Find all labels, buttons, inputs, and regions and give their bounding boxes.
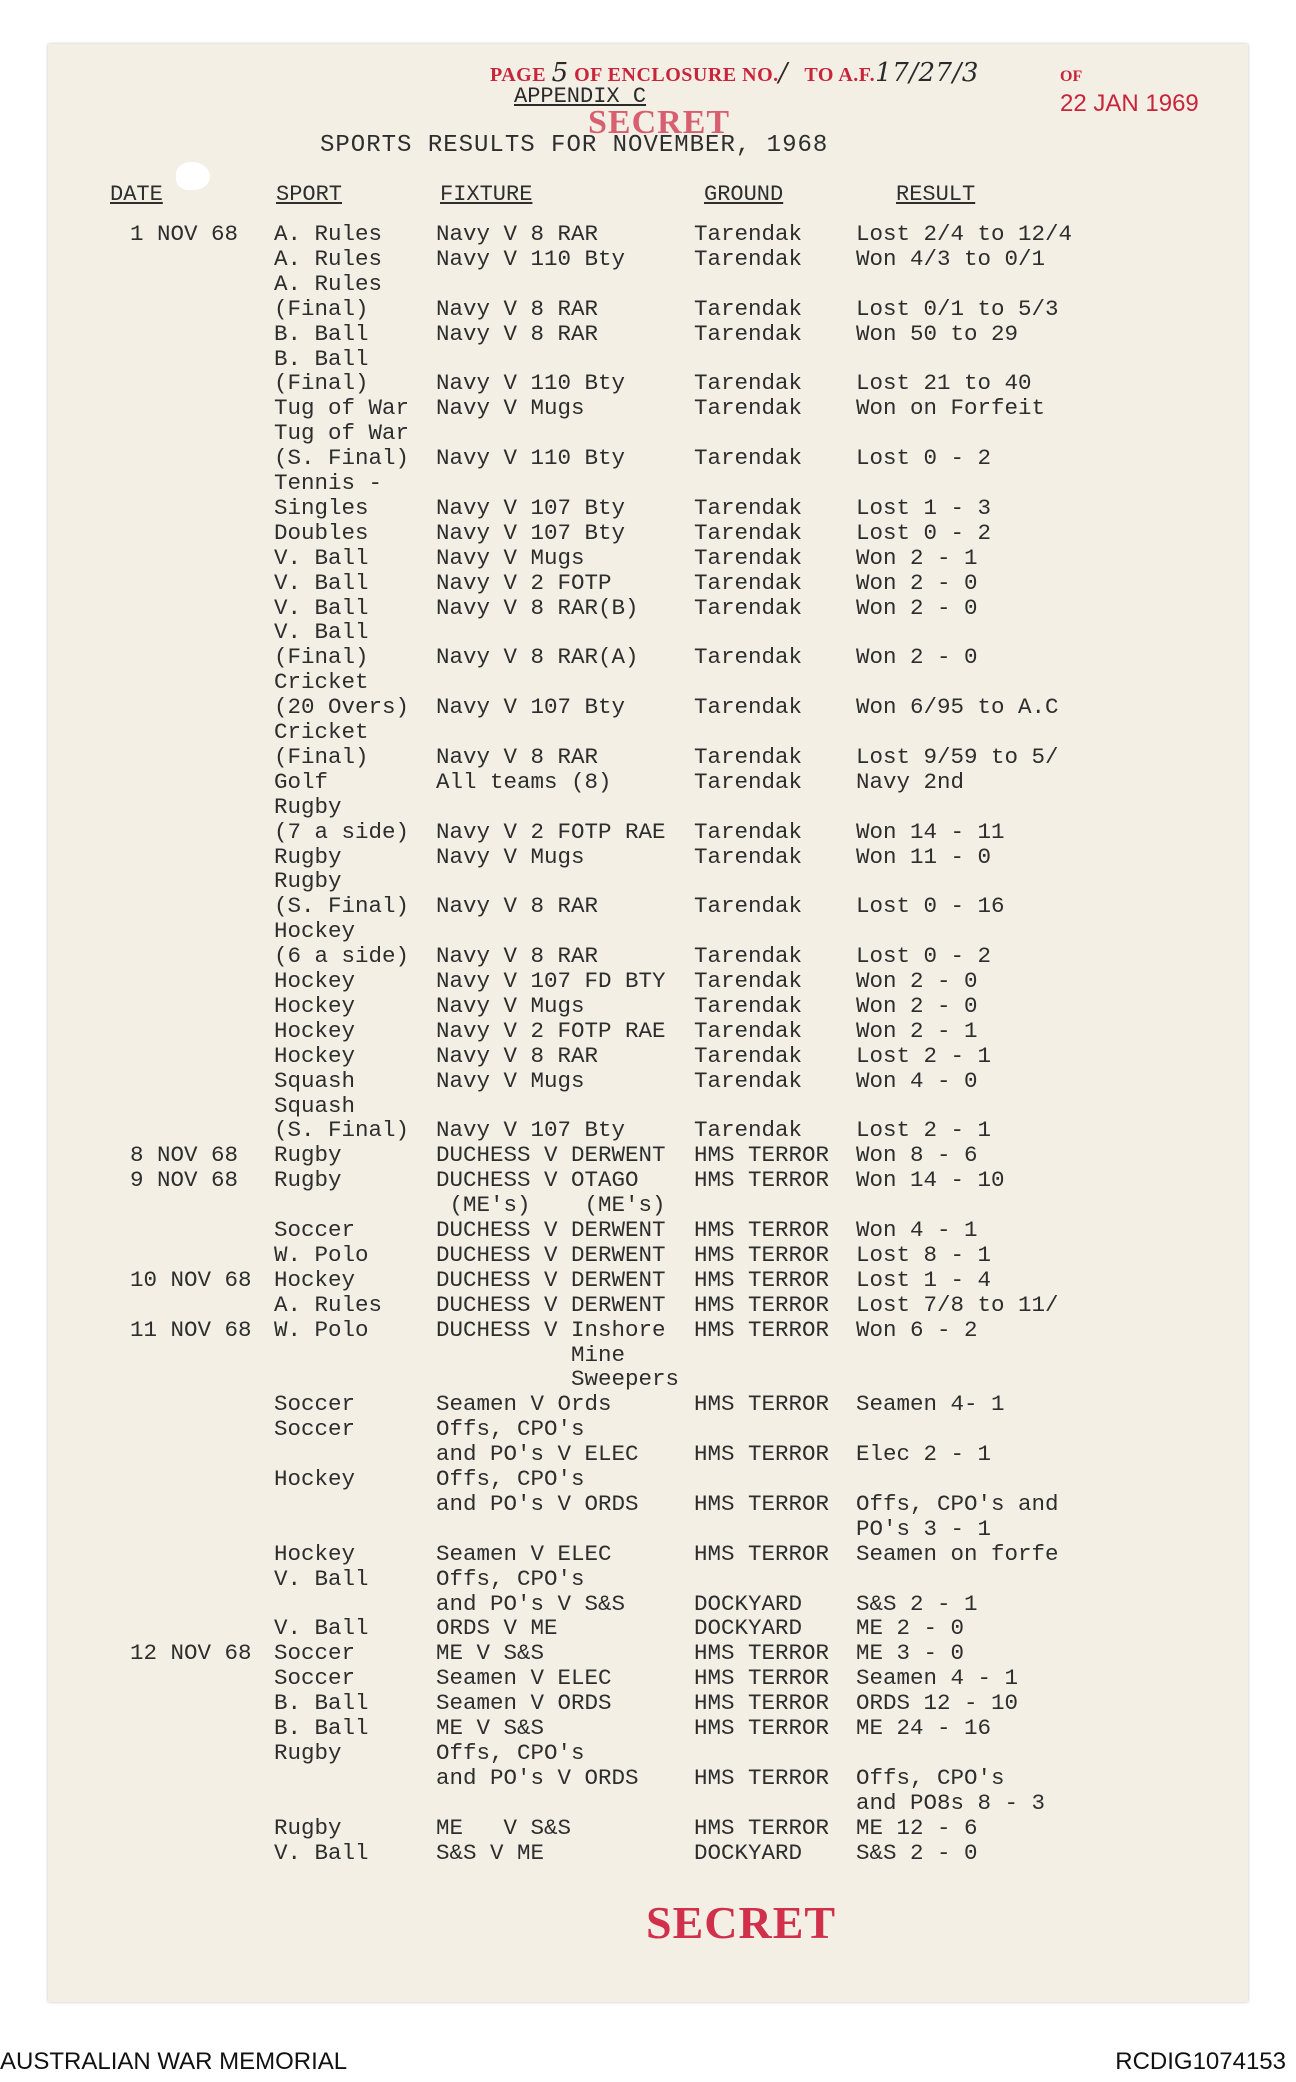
- cell-sport: Cricket: [274, 669, 369, 696]
- cell-fixture: Navy V 8 RAR: [436, 320, 599, 347]
- cell-result: Won 2 - 1: [856, 1017, 978, 1044]
- table-row: [0, 1741, 1200, 1766]
- cell-sport: Hockey: [274, 1266, 356, 1293]
- cell-fixture: Navy V 2 FOTP RAE: [436, 1017, 666, 1044]
- cell-sport: W. Polo: [274, 1241, 369, 1268]
- table-row: [0, 1616, 1200, 1641]
- cell-ground: Tarendak: [694, 445, 803, 472]
- cell-result: Navy 2nd: [856, 768, 965, 795]
- cell-result: Won 14 - 11: [856, 818, 1005, 845]
- table-row: [0, 845, 1200, 870]
- cell-result: Won 6/95 to A.C: [856, 694, 1059, 721]
- date-stamp: [1060, 68, 1199, 118]
- table-row: [0, 745, 1200, 770]
- table-row: [0, 1492, 1200, 1517]
- footer-archive-name: AUSTRALIAN WAR MEMORIAL: [0, 2048, 348, 2075]
- cell-sport: Golf: [274, 768, 329, 795]
- cell-sport: Rugby: [274, 1739, 342, 1766]
- table-row: [0, 795, 1200, 820]
- cell-result: ORDS 12 - 10: [856, 1690, 1019, 1717]
- cell-ground: Tarendak: [694, 843, 803, 870]
- cell-ground: HMS TERROR: [694, 1217, 830, 1243]
- cell-fixture: DUCHESS V DERWENT: [436, 1217, 666, 1243]
- cell-ground: Tarendak: [694, 1117, 803, 1144]
- cell-fixture: DUCHESS V DERWENT: [436, 1266, 666, 1293]
- cell-sport: B. Ball: [274, 1690, 369, 1717]
- cell-ground: HMS TERROR: [694, 1814, 830, 1841]
- cell-result: Won 2 - 0: [856, 594, 978, 621]
- table-row: [0, 1193, 1200, 1218]
- table-row: [0, 1766, 1200, 1791]
- table-row: [0, 894, 1200, 919]
- cell-ground: Tarendak: [694, 295, 803, 322]
- cell-fixture: Offs, CPO's: [436, 1565, 585, 1592]
- cell-sport: Tug of War: [274, 395, 410, 422]
- table-row: [0, 1417, 1200, 1442]
- cell-result: Lost 2 - 1: [856, 1117, 992, 1144]
- cell-ground: Tarendak: [694, 1067, 803, 1094]
- cell-fixture: DUCHESS V Inshore: [436, 1316, 666, 1343]
- cell-result: Won 4/3 to 0/1: [856, 245, 1046, 272]
- cell-ground: Tarendak: [694, 992, 803, 1019]
- cell-ground: HMS TERROR: [694, 1640, 830, 1667]
- page-number-handwritten: 5: [551, 58, 569, 88]
- column-header-ground: GROUND: [704, 182, 784, 207]
- table-row: [0, 1143, 1200, 1168]
- cell-ground: HMS TERROR: [694, 1540, 830, 1567]
- cell-result: ME 2 - 0: [856, 1615, 965, 1642]
- column-header-result: RESULT: [896, 182, 976, 207]
- table-row: [0, 620, 1200, 645]
- cell-result: ME 24 - 16: [856, 1715, 992, 1741]
- cell-fixture: DUCHESS V OTAGO: [436, 1167, 639, 1194]
- table-row: [0, 1168, 1200, 1193]
- cell-result: Won on Forfeit: [856, 395, 1046, 422]
- cell-sport: Hockey: [274, 1540, 356, 1567]
- cell-sport: Hockey: [274, 1042, 356, 1069]
- cell-fixture: Mine: [436, 1341, 626, 1368]
- cell-sport: V. Ball: [274, 544, 369, 571]
- cell-sport: (S. Final): [274, 893, 410, 920]
- cell-sport: Hockey: [274, 1017, 356, 1044]
- table-row: [0, 496, 1200, 521]
- table-row: [0, 1567, 1200, 1592]
- cell-fixture: All teams (8): [436, 768, 612, 795]
- cell-sport: Soccer: [274, 1665, 356, 1692]
- cell-sport: Rugby: [274, 1167, 342, 1194]
- cell-date: 1 NOV 68: [130, 221, 239, 247]
- cell-sport: (Final): [274, 644, 369, 671]
- cell-ground: Tarendak: [694, 943, 803, 970]
- table-row: [0, 1392, 1200, 1417]
- cell-date: 8 NOV 68: [130, 1142, 239, 1169]
- table-row: [0, 396, 1200, 421]
- cell-fixture: Navy V 8 RAR(A): [436, 644, 639, 671]
- cell-ground: HMS TERROR: [694, 1490, 830, 1517]
- cell-ground: Tarendak: [694, 494, 803, 521]
- cell-result: S&S 2 - 0: [856, 1839, 978, 1866]
- cell-fixture: Navy V 107 Bty: [436, 1117, 626, 1144]
- cell-result: ME 3 - 0: [856, 1640, 965, 1667]
- cell-ground: Tarendak: [694, 569, 803, 596]
- table-row: [0, 247, 1200, 272]
- cell-fixture: Navy V 2 FOTP: [436, 569, 612, 596]
- cell-result: Lost 1 - 3: [856, 494, 992, 521]
- cell-fixture: Seamen V ELEC: [436, 1665, 612, 1692]
- table-row: [0, 1592, 1200, 1617]
- cell-date: 11 NOV 68: [130, 1316, 252, 1343]
- cell-sport: (20 Overs): [274, 694, 410, 721]
- cell-fixture: (ME's) (ME's): [436, 1192, 666, 1219]
- cell-ground: Tarendak: [694, 594, 803, 621]
- cell-fixture: ME V S&S: [436, 1715, 545, 1741]
- cell-ground: HMS TERROR: [694, 1764, 830, 1791]
- table-row: [0, 471, 1200, 496]
- table-row: [0, 1243, 1200, 1268]
- cell-ground: HMS TERROR: [694, 1316, 830, 1343]
- table-row: [0, 1442, 1200, 1467]
- cell-ground: Tarendak: [694, 1042, 803, 1069]
- column-header-sport: SPORT: [276, 182, 343, 207]
- cell-ground: HMS TERROR: [694, 1266, 830, 1293]
- table-row: [0, 521, 1200, 546]
- cell-fixture: Navy V 8 RAR: [436, 743, 599, 770]
- cell-sport: V. Ball: [274, 619, 369, 646]
- cell-sport: Hockey: [274, 1466, 356, 1492]
- cell-ground: HMS TERROR: [694, 1241, 830, 1268]
- cell-fixture: Offs, CPO's: [436, 1416, 585, 1443]
- document-title: SPORTS RESULTS FOR NOVEMBER, 1968: [320, 132, 829, 159]
- table-row: [0, 1791, 1200, 1816]
- cell-fixture: Navy V 2 FOTP RAE: [436, 818, 666, 845]
- cell-sport: Squash: [274, 1067, 356, 1094]
- cell-result: Lost 0 - 2: [856, 519, 992, 546]
- cell-ground: Tarendak: [694, 245, 803, 272]
- cell-result: Lost 1 - 4: [856, 1266, 992, 1293]
- footer-record-id: RCDIG1074153: [1115, 2048, 1286, 2075]
- cell-result: Won 2 - 0: [856, 644, 978, 671]
- cell-fixture: Sweepers: [436, 1366, 680, 1393]
- punch-hole: [176, 162, 210, 190]
- cell-sport: A. Rules: [274, 1291, 383, 1318]
- cell-sport: A. Rules: [274, 270, 383, 297]
- cell-result: Elec 2 - 1: [856, 1441, 992, 1468]
- table-row: [0, 1691, 1200, 1716]
- cell-ground: HMS TERROR: [694, 1715, 830, 1741]
- cell-sport: Doubles: [274, 519, 369, 546]
- cell-result: Won 2 - 0: [856, 968, 978, 994]
- cell-sport: Soccer: [274, 1416, 356, 1443]
- table-row: [0, 347, 1200, 372]
- table-row: [0, 994, 1200, 1019]
- cell-ground: HMS TERROR: [694, 1690, 830, 1717]
- cell-fixture: Navy V 8 RAR(B): [436, 594, 639, 621]
- column-header-date: DATE: [110, 182, 163, 207]
- cell-sport: V. Ball: [274, 1615, 369, 1642]
- cell-sport: (Final): [274, 295, 369, 322]
- cell-fixture: Navy V 8 RAR: [436, 221, 599, 247]
- cell-result: Lost 0 - 2: [856, 445, 992, 472]
- cell-sport: (S. Final): [274, 445, 410, 472]
- table-row: [0, 1268, 1200, 1293]
- cell-sport: W. Polo: [274, 1316, 369, 1343]
- cell-fixture: and PO's V ORDS: [436, 1764, 639, 1791]
- cell-ground: Tarendak: [694, 395, 803, 422]
- cell-result: Won 6 - 2: [856, 1316, 978, 1343]
- cell-ground: Tarendak: [694, 544, 803, 571]
- cell-ground: Tarendak: [694, 768, 803, 795]
- cell-fixture: ORDS V ME: [436, 1615, 558, 1642]
- table-row: [0, 571, 1200, 596]
- table-row: [0, 695, 1200, 720]
- cell-sport: A. Rules: [274, 245, 383, 272]
- table-row: [0, 1641, 1200, 1666]
- cell-ground: Tarendak: [694, 221, 803, 247]
- cell-ground: DOCKYARD: [694, 1839, 803, 1866]
- cell-fixture: and PO's V S&S: [436, 1590, 626, 1617]
- cell-fixture: DUCHESS V DERWENT: [436, 1142, 666, 1169]
- table-row: [0, 1094, 1200, 1119]
- cell-fixture: Navy V 107 Bty: [436, 519, 626, 546]
- cell-sport: Squash: [274, 1092, 356, 1119]
- cell-result: Lost 2/4 to 12/4: [856, 221, 1073, 247]
- cell-fixture: and PO's V ORDS: [436, 1490, 639, 1517]
- cell-sport: Hockey: [274, 918, 356, 945]
- table-row: [0, 1343, 1200, 1368]
- secret-stamp-bottom: SECRET: [646, 1897, 837, 1948]
- table-row: [0, 1716, 1200, 1741]
- cell-result: PO's 3 - 1: [856, 1515, 992, 1542]
- cell-date: 12 NOV 68: [130, 1640, 252, 1667]
- table-row: [0, 1019, 1200, 1044]
- cell-ground: HMS TERROR: [694, 1142, 830, 1169]
- enclosure-number-handwritten: /: [778, 58, 788, 88]
- cell-sport: A. Rules: [274, 221, 383, 247]
- cell-fixture: Navy V 110 Bty: [436, 370, 626, 397]
- file-number-handwritten: 17/27/3: [875, 58, 979, 88]
- cell-date: 9 NOV 68: [130, 1167, 239, 1194]
- table-row: [0, 869, 1200, 894]
- cell-sport: Soccer: [274, 1217, 356, 1243]
- cell-fixture: Navy V 8 RAR: [436, 893, 599, 920]
- table-row: [0, 969, 1200, 994]
- table-row: [0, 645, 1200, 670]
- appendix-label: APPENDIX C: [514, 84, 647, 109]
- cell-ground: HMS TERROR: [694, 1665, 830, 1692]
- cell-sport: Rugby: [274, 1142, 342, 1169]
- table-row: [0, 222, 1200, 247]
- cell-ground: Tarendak: [694, 320, 803, 347]
- table-row: [0, 446, 1200, 471]
- cell-result: Won 2 - 0: [856, 569, 978, 596]
- cell-result: Lost 7/8 to 11/: [856, 1291, 1059, 1318]
- cell-ground: DOCKYARD: [694, 1615, 803, 1642]
- cell-sport: Tug of War: [274, 420, 410, 447]
- table-row: [0, 820, 1200, 845]
- cell-fixture: Navy V Mugs: [436, 992, 585, 1019]
- cell-result: ME 12 - 6: [856, 1814, 978, 1841]
- table-row: [0, 1517, 1200, 1542]
- cell-fixture: ME V S&S: [436, 1814, 572, 1841]
- cell-sport: V. Ball: [274, 1839, 369, 1866]
- cell-result: Lost 0 - 16: [856, 893, 1005, 920]
- cell-result: Lost 2 - 1: [856, 1042, 992, 1069]
- cell-fixture: Navy V Mugs: [436, 544, 585, 571]
- table-row: [0, 1841, 1200, 1866]
- cell-fixture: Navy V 110 Bty: [436, 445, 626, 472]
- cell-fixture: DUCHESS V DERWENT: [436, 1291, 666, 1318]
- cell-result: and PO8s 8 - 3: [856, 1789, 1046, 1816]
- cell-sport: B. Ball: [274, 1715, 369, 1741]
- cell-fixture: Offs, CPO's: [436, 1466, 585, 1492]
- cell-fixture: Seamen V Ords: [436, 1391, 612, 1418]
- cell-result: Lost 8 - 1: [856, 1241, 992, 1268]
- cell-result: Lost 0 - 2: [856, 943, 992, 970]
- cell-fixture: and PO's V ELEC: [436, 1441, 639, 1468]
- cell-ground: Tarendak: [694, 743, 803, 770]
- table-row: [0, 1069, 1200, 1094]
- cell-fixture: Navy V 8 RAR: [436, 1042, 599, 1069]
- cell-fixture: ME V S&S: [436, 1640, 545, 1667]
- cell-result: Offs, CPO's and: [856, 1490, 1059, 1517]
- cell-fixture: Navy V 107 Bty: [436, 494, 626, 521]
- cell-ground: HMS TERROR: [694, 1441, 830, 1468]
- table-row: [0, 770, 1200, 795]
- cell-ground: HMS TERROR: [694, 1291, 830, 1318]
- cell-ground: Tarendak: [694, 968, 803, 994]
- cell-result: Offs, CPO's: [856, 1764, 1005, 1791]
- page-stamp-prefix: PAGE: [490, 64, 547, 86]
- cell-result: Won 2 - 0: [856, 992, 978, 1019]
- cell-fixture: Navy V Mugs: [436, 843, 585, 870]
- cell-result: Won 11 - 0: [856, 843, 992, 870]
- cell-sport: B. Ball: [274, 345, 369, 372]
- cell-sport: Rugby: [274, 843, 342, 870]
- cell-sport: (7 a side): [274, 818, 410, 845]
- cell-sport: Hockey: [274, 968, 356, 994]
- cell-fixture: Navy V 8 RAR: [436, 943, 599, 970]
- file-prefix: TO A.F.: [804, 64, 876, 86]
- cell-sport: Tennis -: [274, 470, 383, 496]
- cell-fixture: Offs, CPO's: [436, 1739, 585, 1766]
- cell-fixture: Navy V 107 Bty: [436, 694, 626, 721]
- table-row: [0, 1367, 1200, 1392]
- table-row: [0, 944, 1200, 969]
- cell-result: Seamen 4 - 1: [856, 1665, 1019, 1692]
- cell-result: Seamen on forfe: [856, 1540, 1059, 1567]
- cell-fixture: Navy V Mugs: [436, 395, 585, 422]
- cell-result: S&S 2 - 1: [856, 1590, 978, 1617]
- table-row: [0, 1666, 1200, 1691]
- cell-ground: HMS TERROR: [694, 1167, 830, 1194]
- table-row: [0, 546, 1200, 571]
- cell-sport: Soccer: [274, 1640, 356, 1667]
- table-row: [0, 670, 1200, 695]
- cell-sport: V. Ball: [274, 594, 369, 621]
- table-row: [0, 1816, 1200, 1841]
- cell-ground: Tarendak: [694, 893, 803, 920]
- table-row: [0, 1218, 1200, 1243]
- table-row: [0, 720, 1200, 745]
- cell-sport: (Final): [274, 370, 369, 397]
- cell-fixture: Navy V 110 Bty: [436, 245, 626, 272]
- cell-fixture: DUCHESS V DERWENT: [436, 1241, 666, 1268]
- cell-result: Lost 9/59 to 5/: [856, 743, 1059, 770]
- cell-sport: B. Ball: [274, 320, 369, 347]
- cell-sport: Cricket: [274, 719, 369, 745]
- table-row: [0, 297, 1200, 322]
- cell-sport: Rugby: [274, 868, 342, 895]
- cell-ground: Tarendak: [694, 1017, 803, 1044]
- cell-result: Won 14 - 10: [856, 1167, 1005, 1194]
- cell-sport: Hockey: [274, 992, 356, 1019]
- cell-ground: Tarendak: [694, 519, 803, 546]
- cell-result: Won 4 - 0: [856, 1067, 978, 1094]
- cell-ground: Tarendak: [694, 644, 803, 671]
- cell-sport: Rugby: [274, 1814, 342, 1841]
- cell-sport: Rugby: [274, 793, 342, 820]
- cell-sport: V. Ball: [274, 569, 369, 596]
- cell-fixture: Seamen V ELEC: [436, 1540, 612, 1567]
- date-stamp-of: OF: [1060, 68, 1083, 85]
- cell-result: Lost 21 to 40: [856, 370, 1032, 397]
- table-row: [0, 322, 1200, 347]
- table-row: [0, 1542, 1200, 1567]
- table-row: [0, 1044, 1200, 1069]
- cell-result: Lost 0/1 to 5/3: [856, 295, 1059, 322]
- cell-ground: HMS TERROR: [694, 1391, 830, 1418]
- cell-sport: Singles: [274, 494, 369, 521]
- table-row: [0, 371, 1200, 396]
- cell-ground: Tarendak: [694, 370, 803, 397]
- cell-result: Won 50 to 29: [856, 320, 1019, 347]
- cell-fixture: Seamen V ORDS: [436, 1690, 612, 1717]
- cell-fixture: S&S V ME: [436, 1839, 545, 1866]
- date-stamp-value: 22 JAN 1969: [1060, 90, 1199, 117]
- table-row: [0, 1293, 1200, 1318]
- cell-sport: (Final): [274, 743, 369, 770]
- cell-date: 10 NOV 68: [130, 1266, 252, 1293]
- page-stamp-mid: OF ENCLOSURE NO.: [574, 64, 779, 86]
- table-row: [0, 272, 1200, 297]
- column-header-fixture: FIXTURE: [440, 182, 533, 207]
- cell-fixture: Navy V Mugs: [436, 1067, 585, 1094]
- cell-ground: Tarendak: [694, 694, 803, 721]
- cell-result: Won 8 - 6: [856, 1142, 978, 1169]
- table-row: [0, 919, 1200, 944]
- cell-fixture: Navy V 8 RAR: [436, 295, 599, 322]
- cell-result: Won 4 - 1: [856, 1217, 978, 1243]
- cell-result: Won 2 - 1: [856, 544, 978, 571]
- cell-sport: (6 a side): [274, 943, 410, 970]
- table-row: [0, 596, 1200, 621]
- secret-stamp-top: SECRET: [588, 104, 731, 141]
- cell-sport: (S. Final): [274, 1117, 410, 1144]
- cell-fixture: Navy V 107 FD BTY: [436, 968, 666, 994]
- table-row: [0, 421, 1200, 446]
- cell-ground: DOCKYARD: [694, 1590, 803, 1617]
- table-row: [0, 1467, 1200, 1492]
- cell-sport: V. Ball: [274, 1565, 369, 1592]
- cell-sport: Soccer: [274, 1391, 356, 1418]
- cell-result: Seamen 4- 1: [856, 1391, 1005, 1418]
- table-row: [0, 1318, 1200, 1343]
- table-row: [0, 1118, 1200, 1143]
- cell-ground: Tarendak: [694, 818, 803, 845]
